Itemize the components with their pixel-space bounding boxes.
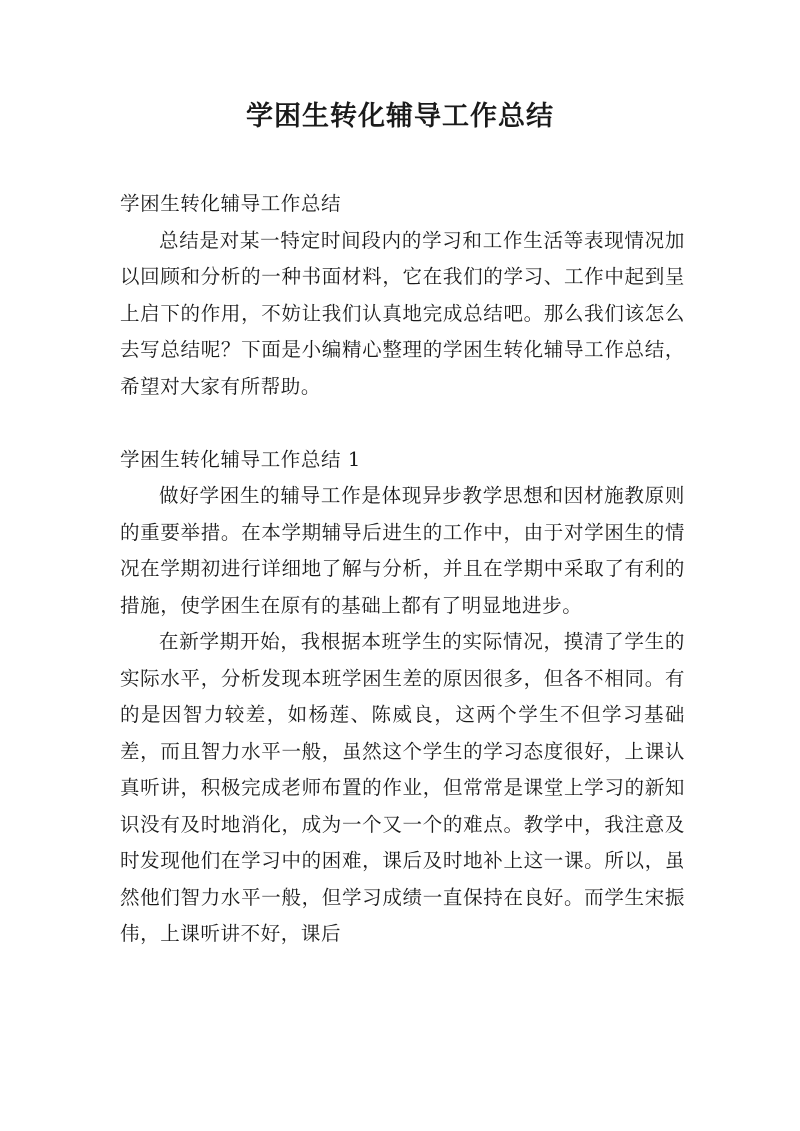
document-title: 学困生转化辅导工作总结 <box>246 101 554 132</box>
body-paragraph: 总结是对某一特定时间段内的学习和工作生活等表现情况加以回顾和分析的一种书面材料，它在我们的学习、工作中起到呈上启下的作用，不妨让我们认真地完成总结吧。那么我们该怎么去写总结呢？下面是小编精心整理的学困生转化辅导工作总结，希望对大家有所帮助。 <box>120 228 685 398</box>
section-heading: 学困生转化辅导工作总结 1 <box>120 447 361 471</box>
paragraph-spacer <box>120 405 685 442</box>
body-paragraph: 在新学期开始，我根据本班学生的实际情况，摸清了学生的实际水平，分析发现本班学困生差的原因很多，但各不相同。有的是因智力较差，如杨莲、陈威良，这两个学生不但学习基础差，而且智力水平一般，虽然这个学生的学习态度很好，上课认真听讲，积极完成老师布置的作业，但常常是课堂上学习的新知识没有及时地消化，成为一个又一个的难点。教学中，我注意及时发现他们在学习中的困难，课后及时地补上这一课。所以，虽然他们智力水平一般，但学习成绩一直保持在良好。而学生宋振伟，上课听讲不好，课后 <box>120 630 685 945</box>
document-body <box>120 186 685 953</box>
body-paragraph: 做好学困生的辅导工作是体现异步教学思想和因材施教原则的重要举措。在本学期辅导后进生的工作中，由于对学困生的情况在学期初进行详细地了解与分析，并且在学期中采取了有利的措施，使学困生在原有的基础上都有了明显地进步。 <box>120 484 685 617</box>
section-heading: 学困生转化辅导工作总结 <box>120 192 342 215</box>
